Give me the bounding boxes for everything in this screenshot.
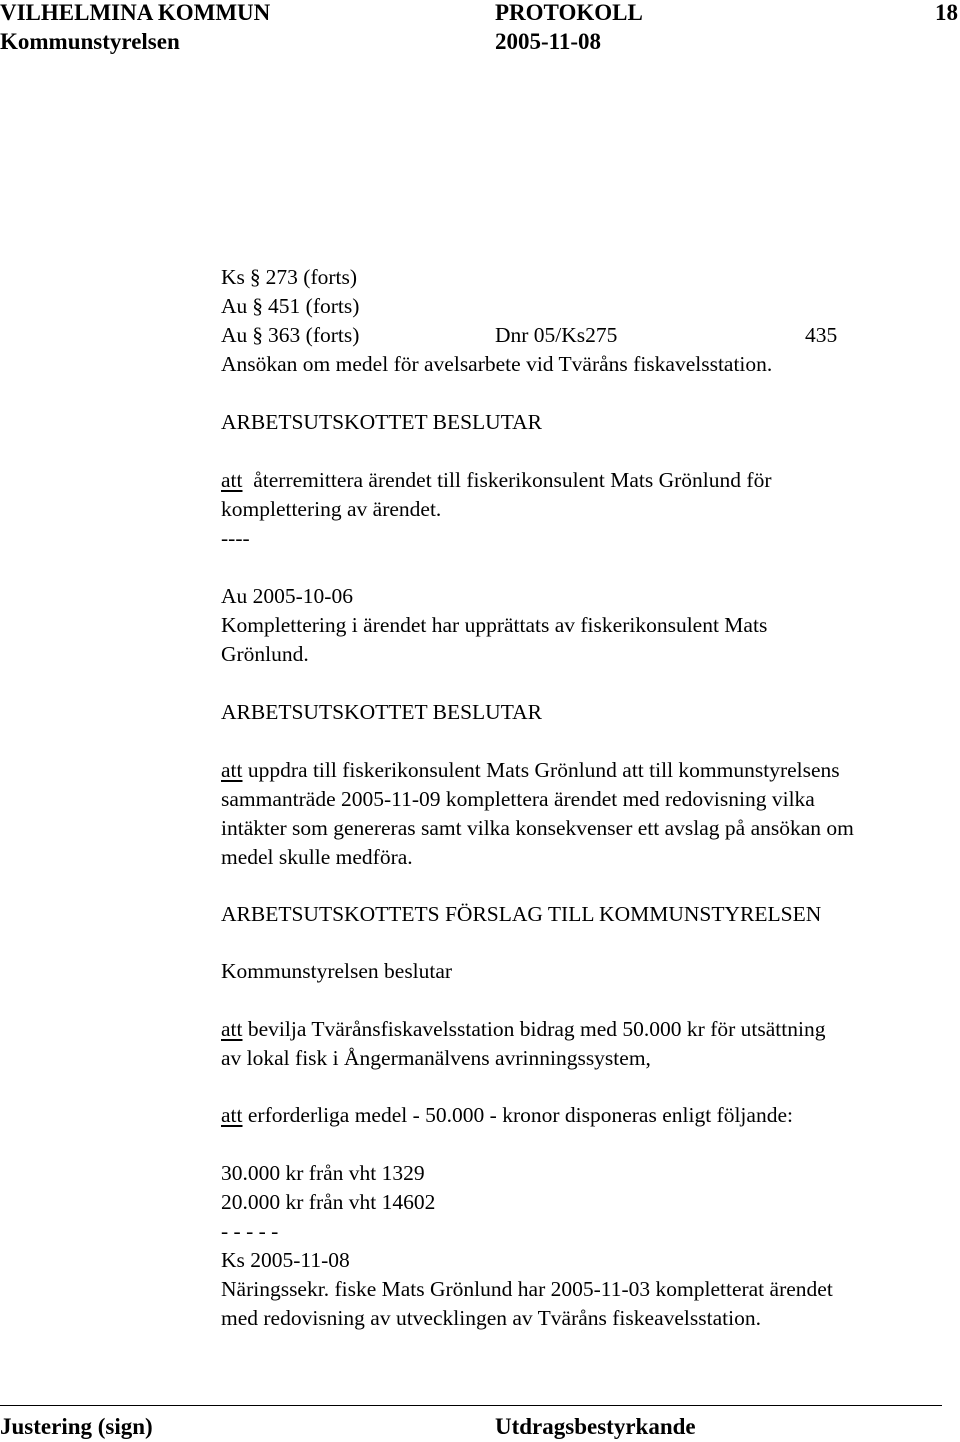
section2-heading: ARBETSUTSKOTTET BESLUTAR — [221, 700, 542, 724]
proposal-separator: - - - - - — [221, 1219, 279, 1243]
section-sign: § — [252, 323, 264, 347]
case-ref-au-451 — [221, 292, 359, 320]
att-word: att — [221, 1103, 243, 1127]
case-ref-prefix: Ks — [221, 265, 245, 289]
section1-decision-line2: komplettering av ärendet. — [221, 497, 442, 521]
allocation-1: 30.000 kr från vht 1329 — [221, 1161, 425, 1185]
proposal-item-text: bevilja Tvärånsfiskavelsstation bidrag med 50.000 kr för utsättning — [242, 1017, 826, 1041]
section1-decision-line1 — [221, 466, 771, 494]
section2-date-line: Au 2005-10-06 — [221, 584, 353, 608]
case-ref-rest: 363 (forts) — [268, 323, 360, 347]
proposal-item2 — [221, 1101, 793, 1129]
header-page-number: 18 — [935, 0, 958, 25]
case-number: 435 — [805, 323, 838, 347]
section2-decision-line2: sammanträde 2005-11-09 komplettera ärendet med redovisning vilka — [221, 787, 815, 811]
case-ref-rest: 273 (forts) — [265, 265, 358, 289]
case-dnr: Dnr 05/Ks275 — [495, 323, 618, 347]
footer-rule — [0, 1405, 942, 1406]
section2-decision-line1 — [221, 756, 840, 784]
case-title: Ansökan om medel för avelsarbete vid Tväråns fiskavelsstation. — [221, 352, 773, 376]
section1-separator: ---- — [221, 526, 250, 550]
allocation-2: 20.000 kr från vht 14602 — [221, 1190, 436, 1214]
section2-decision-line4: medel skulle medföra. — [221, 845, 413, 869]
case-ref-ks-273 — [221, 263, 357, 291]
header-body: Kommunstyrelsen — [0, 29, 180, 54]
section3-text-line2: med redovisning av utvecklingen av Tväråns fiskeavelsstation. — [221, 1306, 761, 1330]
section2-decision-line3: intäkter som genereras samt vilka konsekvenser ett avslag på ansökan om — [221, 816, 854, 840]
case-ref-prefix: Au — [221, 323, 248, 347]
att-word: att — [221, 1017, 243, 1041]
section3-text-line1: Näringssekr. fiske Mats Grönlund har 2005-11-03 kompletterat ärendet — [221, 1277, 833, 1301]
header-doc-type: PROTOKOLL — [495, 0, 643, 25]
section-sign: § — [252, 294, 264, 318]
section2-text-line1: Komplettering i ärendet har upprättats av fiskerikonsulent Mats — [221, 613, 768, 637]
att-word: att — [221, 468, 243, 492]
decision-text: uppdra till fiskerikonsulent Mats Grönlund att till kommunstyrelsens — [242, 758, 840, 782]
proposal-item-text: erforderliga medel - 50.000 - kronor disponeras enligt följande: — [242, 1103, 793, 1127]
proposal-item1-line1 — [221, 1015, 825, 1043]
proposal-intro: Kommunstyrelsen beslutar — [221, 959, 453, 983]
section-sign: § — [249, 265, 261, 289]
case-ref-prefix: Au — [221, 294, 248, 318]
case-ref-rest: 451 (forts) — [268, 294, 360, 318]
footer-utdragsbestyrkande: Utdragsbestyrkande — [495, 1414, 696, 1439]
section2-text-line2: Grönlund. — [221, 642, 309, 666]
proposal-heading: ARBETSUTSKOTTETS FÖRSLAG TILL KOMMUNSTYRELSEN — [221, 902, 822, 926]
section3-date-line: Ks 2005-11-08 — [221, 1248, 350, 1272]
section1-heading: ARBETSUTSKOTTET BESLUTAR — [221, 410, 542, 434]
header-org: VILHELMINA KOMMUN — [0, 0, 271, 25]
header-date: 2005-11-08 — [495, 29, 602, 54]
case-ref-au-363 — [221, 321, 359, 349]
footer-justering: Justering (sign) — [0, 1414, 153, 1439]
att-word: att — [221, 758, 243, 782]
decision-text: återremittera ärendet till fiskerikonsulent Mats Grönlund för — [242, 468, 772, 492]
proposal-item1-line2: av lokal fisk i Ångermanälvens avrinningssystem, — [221, 1046, 651, 1070]
